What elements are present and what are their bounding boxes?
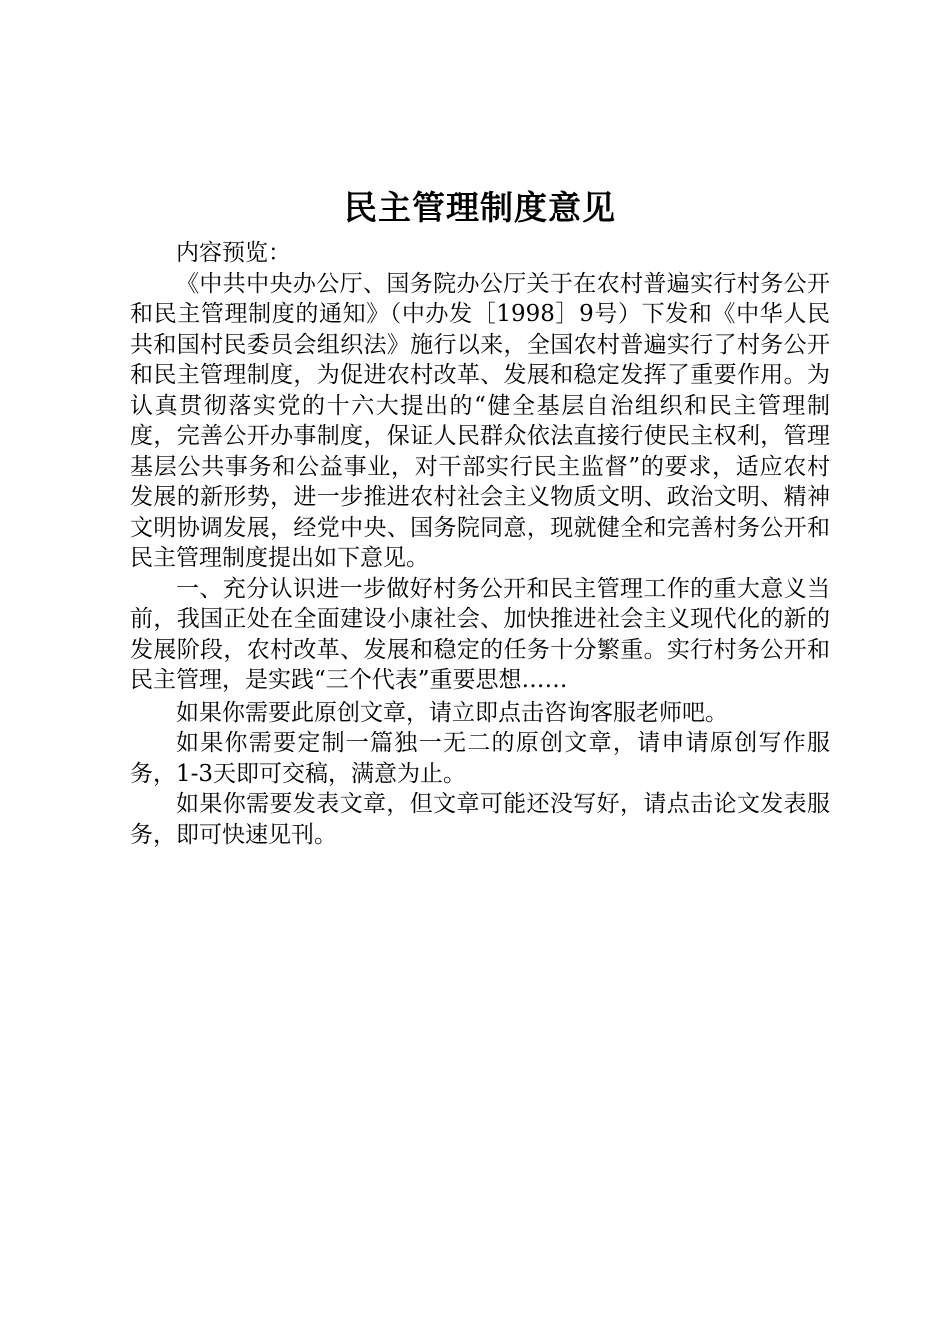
body-paragraph: 一、充分认识进一步做好村务公开和民主管理工作的重大意义当前，我国正处在全面建设小康社会、加快推进社会主义现代化的新的发展阶段，农村改革、发展和稳定的任务十分繁重。实行村务公开和民主管理，是实践“三个代表”重要思想…… — [130, 575, 830, 693]
body-paragraph: 《中共中央办公厅、国务院办公厅关于在农村普遍实行村务公开和民主管理制度的通知》（中办发［1998］9号）下发和《中华人民共和国村民委员会组织法》施行以来，全国农村普遍实行了村务公开和民主管理制度，为促进农村改革、发展和稳定发挥了重要作用。为认真贯彻落实党的十六大提出的“健全基层自治组织和民主管理制度，完善公开办事制度，保证人民群众依法直接行使民主权利，管理基层公共事务和公益事业，对干部实行民主监督”的要求，适应农村发展的新形势，进一步推进农村社会主义物质文明、政治文明、精神文明协调发展，经党中央、国务院同意，现就健全和完善村务公开和民主管理制度提出如下意见。 — [130, 270, 830, 571]
preview-label: 内容预览： — [176, 240, 291, 266]
custom-writing-notice: 如果你需要定制一篇独一无二的原创文章，请申请原创写作服务，1-3天即可交稿，满意为止。 — [130, 730, 830, 787]
document-title: 民主管理制度意见 — [344, 188, 616, 227]
publication-notice: 如果你需要发表文章，但文章可能还没写好，请点击论文发表服务，即可快速见刊。 — [130, 791, 830, 848]
consult-notice: 如果你需要此原创文章，请立即点击咨询客服老师吧。 — [176, 699, 728, 726]
document-body — [130, 182, 830, 850]
